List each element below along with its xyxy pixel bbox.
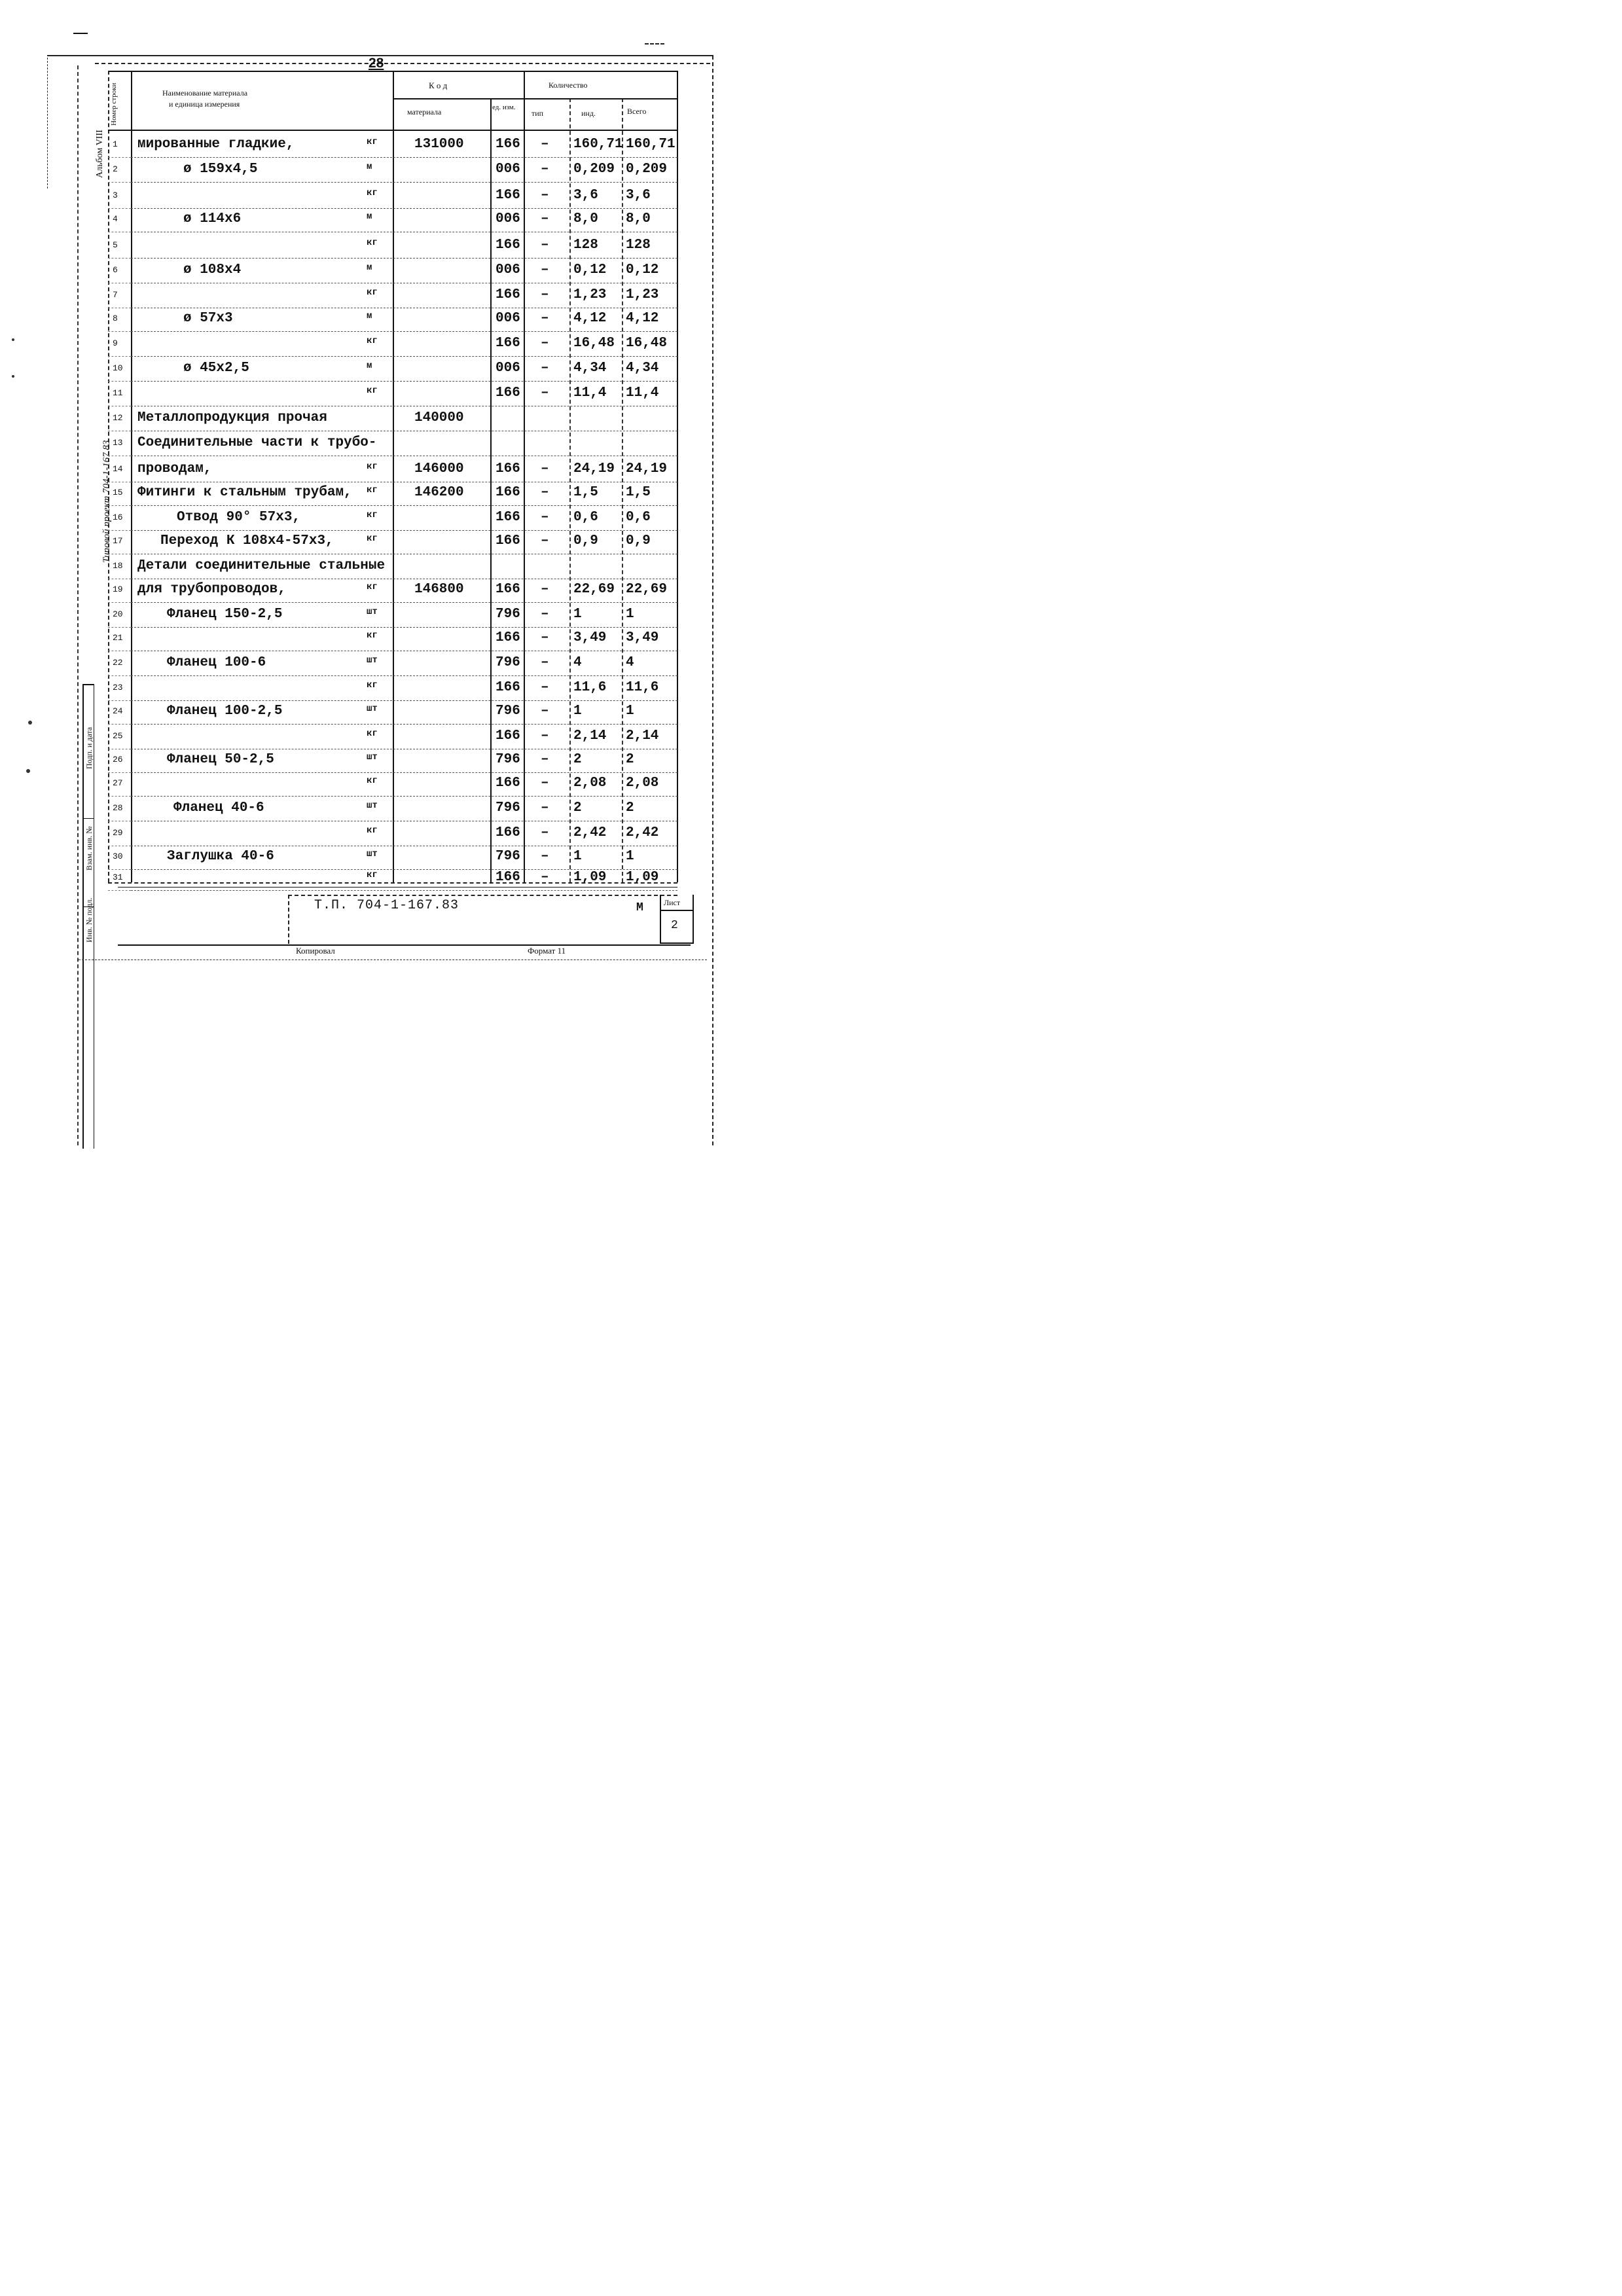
unit-code: 166 [496, 582, 520, 597]
qty-total: 3,6 [626, 188, 651, 203]
qty-total: 16,48 [626, 336, 668, 351]
type-dash: – [541, 582, 549, 597]
material-name: Заглушка 40-6 [167, 849, 274, 864]
unit-label: кг [367, 510, 378, 520]
qty-total: 4 [626, 655, 634, 670]
table-row [0, 332, 721, 357]
unit-code: 796 [496, 752, 520, 767]
unit-label: кг [367, 287, 378, 298]
page-number: 28 [369, 56, 384, 71]
unit-label: кг [367, 680, 378, 691]
table-row [0, 725, 721, 750]
material-name: мированные гладкие, [137, 137, 295, 152]
qty-individual: 8,0 [573, 211, 598, 226]
row-number: 6 [113, 265, 118, 275]
qty-total: 2,42 [626, 825, 659, 840]
qty-individual: 160,71 [573, 137, 623, 152]
table-row [0, 555, 721, 580]
unit-label: кг [367, 776, 378, 786]
qty-individual: 1,5 [573, 485, 598, 500]
row-number: 19 [113, 584, 123, 594]
row-number: 12 [113, 413, 123, 423]
material-code: 146000 [414, 461, 464, 476]
table-row [0, 382, 721, 407]
row-number: 31 [113, 872, 123, 882]
unit-label: кг [367, 485, 378, 495]
material-name: ø 114х6 [183, 211, 242, 226]
qty-total: 1 [626, 704, 634, 719]
row-number: 20 [113, 609, 123, 619]
unit-code: 166 [496, 287, 520, 302]
qty-ind-header: инд. [581, 109, 596, 118]
unit-code: 166 [496, 776, 520, 791]
unit-code: 166 [496, 336, 520, 351]
row-number: 1 [113, 139, 118, 149]
qty-total: 1 [626, 607, 634, 622]
type-dash: – [541, 800, 549, 816]
table-row [0, 482, 721, 507]
qty-individual: 128 [573, 238, 598, 253]
material-name: Фланец 100-2,5 [167, 704, 283, 719]
material-name: Фланец 150-2,5 [167, 607, 283, 622]
unit-label: кг [367, 582, 378, 592]
qty-total: 128 [626, 238, 651, 253]
qty-total: 0,9 [626, 533, 651, 548]
code-unit-header: ед. изм. [492, 103, 516, 111]
row-number: 2 [113, 164, 118, 174]
row-number: 22 [113, 658, 123, 668]
qty-total: 4,12 [626, 311, 659, 326]
unit-code: 796 [496, 800, 520, 816]
stamp-side-label-3: Инв. № подл. [84, 897, 94, 942]
unit-code: 166 [496, 728, 520, 744]
qty-individual: 1 [573, 704, 582, 719]
qty-total: 4,34 [626, 361, 659, 376]
qty-total: 160,71 [626, 137, 676, 152]
type-dash: – [541, 238, 549, 253]
footer-format: Формат 11 [528, 946, 566, 956]
unit-label: кг [367, 825, 378, 836]
material-name: ø 108х4 [183, 262, 242, 278]
row-number: 3 [113, 190, 118, 200]
unit-code: 006 [496, 262, 520, 278]
unit-label: шт [367, 607, 378, 617]
qty-individual: 11,6 [573, 680, 607, 695]
type-dash: – [541, 262, 549, 278]
qty-total: 11,6 [626, 680, 659, 695]
qty-total: 11,4 [626, 386, 659, 401]
table-row [0, 432, 721, 457]
qty-total: 2,14 [626, 728, 659, 744]
unit-label: кг [367, 630, 378, 641]
row-number: 16 [113, 512, 123, 522]
type-dash: – [541, 386, 549, 401]
unit-code: 166 [496, 188, 520, 203]
table-row [0, 357, 721, 382]
qty-individual: 0,12 [573, 262, 607, 278]
material-name: Детали соединительные стальные [137, 558, 386, 573]
qty-total: 8,0 [626, 211, 651, 226]
row-number: 10 [113, 363, 123, 373]
row-number: 8 [113, 314, 118, 323]
table-row [0, 458, 721, 483]
table-row [0, 627, 721, 652]
qty-total: 2 [626, 800, 634, 816]
qty-individual: 4,12 [573, 311, 607, 326]
qty-group-header: Количество [549, 81, 588, 90]
table-row [0, 652, 721, 677]
row-number: 17 [113, 536, 123, 546]
project-side-label: Типовой проект 704-1-167.83 [101, 440, 112, 563]
footer-sheet-label: Лист [664, 898, 681, 907]
qty-individual: 1 [573, 849, 582, 864]
row-number: 14 [113, 464, 123, 474]
qty-individual: 24,19 [573, 461, 615, 476]
row-number: 26 [113, 755, 123, 764]
table-row [0, 772, 721, 797]
qty-individual: 0,209 [573, 162, 615, 177]
table-row [0, 234, 721, 259]
type-dash: – [541, 870, 549, 885]
unit-code: 796 [496, 849, 520, 864]
qty-individual: 1 [573, 607, 582, 622]
type-dash: – [541, 533, 549, 548]
table-row [0, 749, 721, 774]
unit-label: кг [367, 238, 378, 248]
material-code: 146800 [414, 582, 464, 597]
qty-individual: 1,23 [573, 287, 607, 302]
unit-label: м [367, 211, 372, 222]
qty-individual: 3,49 [573, 630, 607, 645]
row-number: 21 [113, 633, 123, 643]
material-name: проводам, [137, 461, 212, 476]
material-name: Переход К 108х4-57х3, [160, 533, 334, 548]
qty-total: 0,209 [626, 162, 668, 177]
unit-code: 166 [496, 630, 520, 645]
type-dash: – [541, 849, 549, 864]
type-dash: – [541, 461, 549, 476]
unit-code: 166 [496, 510, 520, 525]
unit-code: 006 [496, 311, 520, 326]
qty-total: 22,69 [626, 582, 668, 597]
table-row [0, 867, 721, 891]
qty-total: 1 [626, 849, 634, 864]
unit-code: 006 [496, 162, 520, 177]
qty-individual: 1,09 [573, 870, 607, 885]
unit-label: шт [367, 655, 378, 666]
type-dash: – [541, 655, 549, 670]
unit-code: 166 [496, 137, 520, 152]
unit-label: кг [367, 461, 378, 472]
material-name: ø 159х4,5 [183, 162, 258, 177]
material-name: ø 57х3 [183, 311, 233, 326]
qty-total: 1,5 [626, 485, 651, 500]
unit-label: м [367, 162, 372, 172]
unit-label: кг [367, 386, 378, 396]
material-name: Отвод 90° 57х3, [177, 510, 301, 525]
table-row [0, 308, 721, 332]
qty-individual: 16,48 [573, 336, 615, 351]
qty-total: 0,6 [626, 510, 651, 525]
unit-label: кг [367, 533, 378, 544]
type-dash: – [541, 825, 549, 840]
material-name: Металлопродукция прочая [137, 410, 327, 425]
type-dash: – [541, 188, 549, 203]
table-row [0, 284, 721, 309]
type-dash: – [541, 752, 549, 767]
name-header-line1: Наименование материала [162, 88, 248, 98]
name-header-line2: и единица измерения [169, 99, 240, 109]
table-row [0, 407, 721, 432]
qty-individual: 2,08 [573, 776, 607, 791]
row-number: 13 [113, 438, 123, 448]
table-row [0, 579, 721, 603]
table-row [0, 677, 721, 702]
qty-individual: 3,6 [573, 188, 598, 203]
row-number: 18 [113, 561, 123, 571]
row-number: 15 [113, 488, 123, 497]
unit-label: кг [367, 137, 378, 147]
qty-individual: 22,69 [573, 582, 615, 597]
stamp-side-label-1: Взам. инв. № [84, 826, 94, 870]
qty-total: 1,09 [626, 870, 659, 885]
qty-individual: 2 [573, 752, 582, 767]
table-row [0, 158, 721, 183]
material-name: Фитинги к стальным трубам, [137, 485, 352, 500]
material-code: 146200 [414, 485, 464, 500]
code-group-header: К о д [429, 81, 448, 90]
type-dash: – [541, 361, 549, 376]
row-number: 5 [113, 240, 118, 250]
row-number: 11 [113, 388, 123, 398]
material-name: для трубопроводов, [137, 582, 286, 597]
unit-label: кг [367, 728, 378, 739]
unit-label: кг [367, 870, 378, 880]
row-number: 23 [113, 683, 123, 692]
type-dash: – [541, 485, 549, 500]
unit-label: м [367, 262, 372, 273]
footer-sheet-number: 2 [671, 919, 678, 932]
type-dash: – [541, 510, 549, 525]
material-code: 140000 [414, 410, 464, 425]
qty-total: 2,08 [626, 776, 659, 791]
type-dash: – [541, 704, 549, 719]
unit-label: м [367, 361, 372, 371]
row-number: 9 [113, 338, 118, 348]
material-name: ø 45х2,5 [183, 361, 249, 376]
type-dash: – [541, 336, 549, 351]
unit-code: 796 [496, 607, 520, 622]
unit-label: шт [367, 849, 378, 859]
material-name: Соединительные части к трубо- [137, 435, 377, 450]
table-row [0, 185, 721, 209]
row-number-header: Номер строки [110, 82, 118, 126]
table-row [0, 530, 721, 555]
unit-code: 166 [496, 825, 520, 840]
row-number: 29 [113, 828, 123, 838]
unit-code: 166 [496, 238, 520, 253]
type-dash: – [541, 211, 549, 226]
table-row [0, 507, 721, 531]
material-name: Фланец 100-6 [167, 655, 266, 670]
unit-label: кг [367, 188, 378, 198]
unit-code: 166 [496, 533, 520, 548]
material-name: Фланец 50-2,5 [167, 752, 274, 767]
qty-individual: 11,4 [573, 386, 607, 401]
unit-code: 166 [496, 485, 520, 500]
unit-label: м [367, 311, 372, 321]
qty-individual: 2,42 [573, 825, 607, 840]
unit-label: шт [367, 800, 378, 811]
unit-label: кг [367, 336, 378, 346]
unit-code: 006 [496, 211, 520, 226]
table-row [0, 822, 721, 847]
qty-individual: 4,34 [573, 361, 607, 376]
qty-type-header: тип [532, 109, 544, 118]
type-dash: – [541, 287, 549, 302]
row-number: 27 [113, 778, 123, 788]
qty-total: 1,23 [626, 287, 659, 302]
table-row [0, 797, 721, 822]
unit-code: 166 [496, 461, 520, 476]
type-dash: – [541, 776, 549, 791]
unit-code: 166 [496, 386, 520, 401]
type-dash: – [541, 162, 549, 177]
type-dash: – [541, 630, 549, 645]
material-code: 131000 [414, 137, 464, 152]
row-number: 30 [113, 852, 123, 861]
unit-label: шт [367, 752, 378, 762]
qty-individual: 2 [573, 800, 582, 816]
row-number: 28 [113, 803, 123, 813]
qty-total: 0,12 [626, 262, 659, 278]
type-dash: – [541, 311, 549, 326]
footer-copied: Копировал [296, 946, 335, 956]
type-dash: – [541, 607, 549, 622]
qty-total: 2 [626, 752, 634, 767]
qty-total: 24,19 [626, 461, 668, 476]
row-number: 25 [113, 731, 123, 741]
table-row [0, 259, 721, 284]
footer-doc-code: Т.П. 704-1-167.83 [314, 898, 460, 913]
qty-total: 3,49 [626, 630, 659, 645]
row-number: 7 [113, 290, 118, 300]
album-label: Альбом VIII [95, 130, 105, 178]
footer-sheet-mark: М [636, 901, 643, 914]
table-row [0, 208, 721, 233]
table-row [0, 134, 721, 158]
unit-code: 796 [496, 655, 520, 670]
code-material-header: материала [407, 107, 442, 117]
material-name: Фланец 40-6 [173, 800, 264, 816]
unit-label: шт [367, 704, 378, 714]
qty-individual: 0,9 [573, 533, 598, 548]
type-dash: – [541, 728, 549, 744]
table-row [0, 603, 721, 628]
unit-code: 796 [496, 704, 520, 719]
row-number: 24 [113, 706, 123, 716]
type-dash: – [541, 137, 549, 152]
row-number: 4 [113, 214, 118, 224]
type-dash: – [541, 680, 549, 695]
qty-individual: 0,6 [573, 510, 598, 525]
qty-total-header: Всего [627, 107, 647, 116]
unit-code: 166 [496, 680, 520, 695]
table-row [0, 700, 721, 725]
unit-code: 166 [496, 870, 520, 885]
qty-individual: 2,14 [573, 728, 607, 744]
qty-individual: 4 [573, 655, 582, 670]
unit-code: 006 [496, 361, 520, 376]
stamp-side-label-2: Подп. и дата [84, 726, 94, 769]
